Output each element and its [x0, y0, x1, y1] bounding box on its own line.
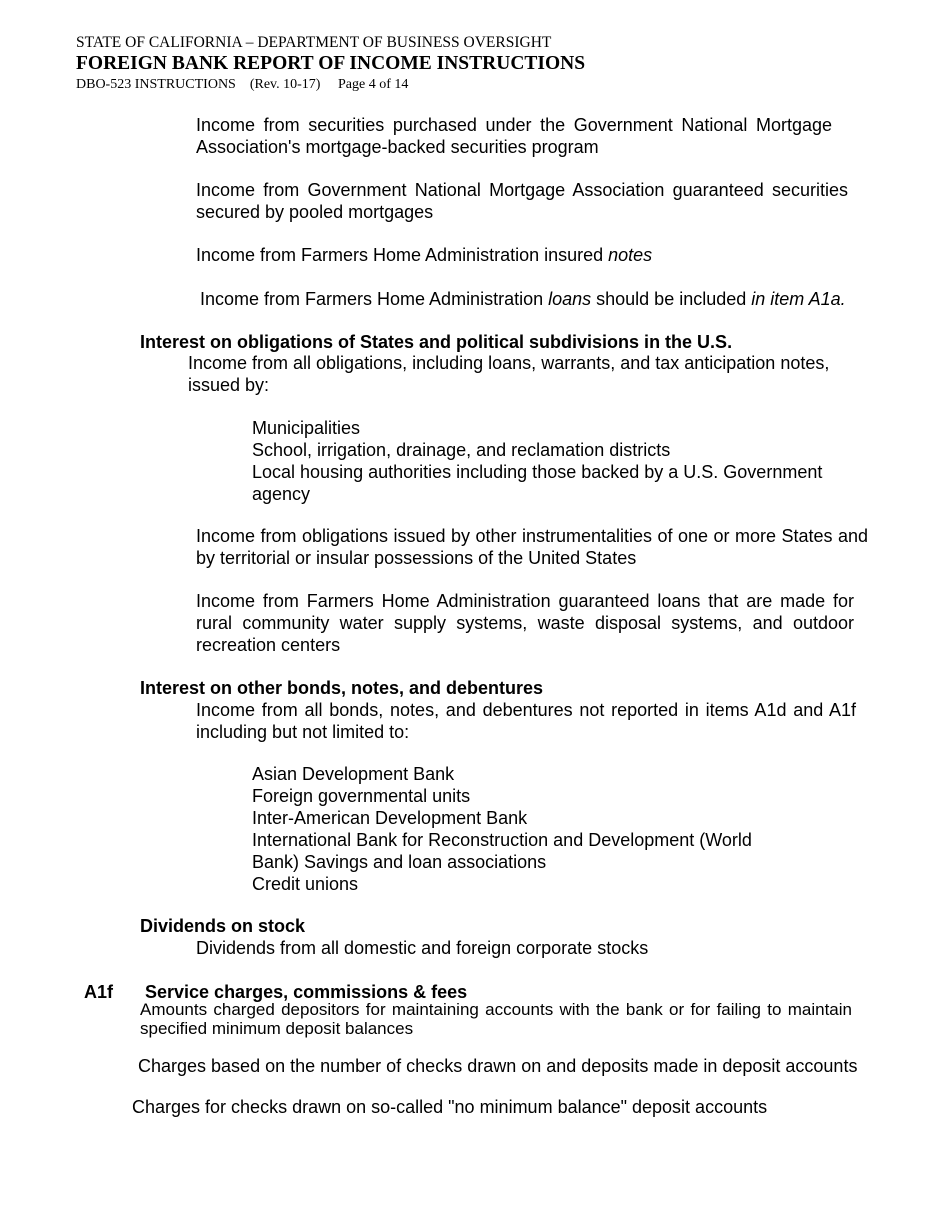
bonds-heading: Interest on other bonds, notes, and debentures	[140, 678, 544, 698]
fmha-loans-line	[200, 288, 846, 310]
a1f-heading: Service charges, commissions & fees	[145, 982, 468, 1002]
entity-item: Credit unions	[252, 874, 359, 894]
issuer-item: School, irrigation, drainage, and reclamation districts	[252, 440, 671, 460]
form-info-line	[76, 77, 408, 93]
a1f-code: A1f	[84, 982, 114, 1002]
states-intro: Income from all obligations, including loans, warrants, and tax anticipation notes, issued by:	[188, 353, 830, 395]
fmha-notes-italic: notes	[608, 245, 653, 265]
fmha-notes-line	[196, 244, 652, 266]
a1f-charges-1: Charges based on the number of checks drawn on and deposits made in deposit accounts	[138, 1056, 858, 1076]
document-title: FOREIGN BANK REPORT OF INCOME INSTRUCTIONS	[76, 53, 586, 74]
ginnie-item-2: Income from Government National Mortgage Association guaranteed securities secured by pooled mortgages	[196, 180, 848, 222]
entity-item: Asian Development Bank	[252, 764, 455, 784]
entity-item: Foreign governmental units	[252, 786, 471, 806]
fmha-loans-text-1: Income from Farmers Home Administration	[200, 289, 549, 309]
states-other-1: Income from obligations issued by other instrumentalities of one or more States and by territorial or insular possessions of the United States	[196, 526, 868, 568]
entity-item: Bank) Savings and loan associations	[252, 852, 547, 872]
revision: (Rev. 10-17)	[249, 77, 321, 92]
dividends-text: Dividends from all domestic and foreign corporate stocks	[196, 938, 649, 958]
bonds-intro: Income from all bonds, notes, and debentures not reported in items A1d and A1f including but not limited to:	[196, 700, 856, 742]
issuer-item: Municipalities	[252, 418, 361, 438]
states-other-2: Income from Farmers Home Administration guaranteed loans that are made for rural community water supply systems, waste disposal systems, and outdoor recreation centers	[196, 591, 854, 655]
states-heading: Interest on obligations of States and political subdivisions in the U.S.	[140, 332, 733, 352]
page-number: Page 4 of 14	[337, 77, 409, 92]
fmha-loans-text-2: should be included	[591, 289, 752, 309]
fmha-loans-italic-2: in item A1a.	[751, 289, 846, 309]
dividends-heading: Dividends on stock	[140, 916, 306, 936]
entity-item: International Bank for Reconstruction and Development (World	[252, 830, 752, 850]
ginnie-item-1: Income from securities purchased under the Government National Mortgage Association's mortgage-backed securities program	[196, 115, 832, 157]
fmha-notes-text: Income from Farmers Home Administration insured	[196, 245, 609, 265]
form-id: DBO-523 INSTRUCTIONS	[76, 77, 236, 92]
a1f-charges-2: Charges for checks drawn on so-called "no minimum balance" deposit accounts	[132, 1097, 768, 1117]
entity-item: Inter-American Development Bank	[252, 808, 528, 828]
fmha-loans-italic-1: loans	[548, 289, 592, 309]
agency-line: STATE OF CALIFORNIA – DEPARTMENT OF BUSINESS OVERSIGHT	[76, 34, 552, 51]
entities-list	[252, 763, 852, 895]
a1f-text: Amounts charged depositors for maintaining accounts with the bank or for failing to maintain specified minimum deposit balances	[140, 1000, 852, 1038]
issuers-list	[252, 417, 842, 505]
issuer-item: Local housing authorities including those backed by a U.S. Government agency	[252, 462, 823, 504]
